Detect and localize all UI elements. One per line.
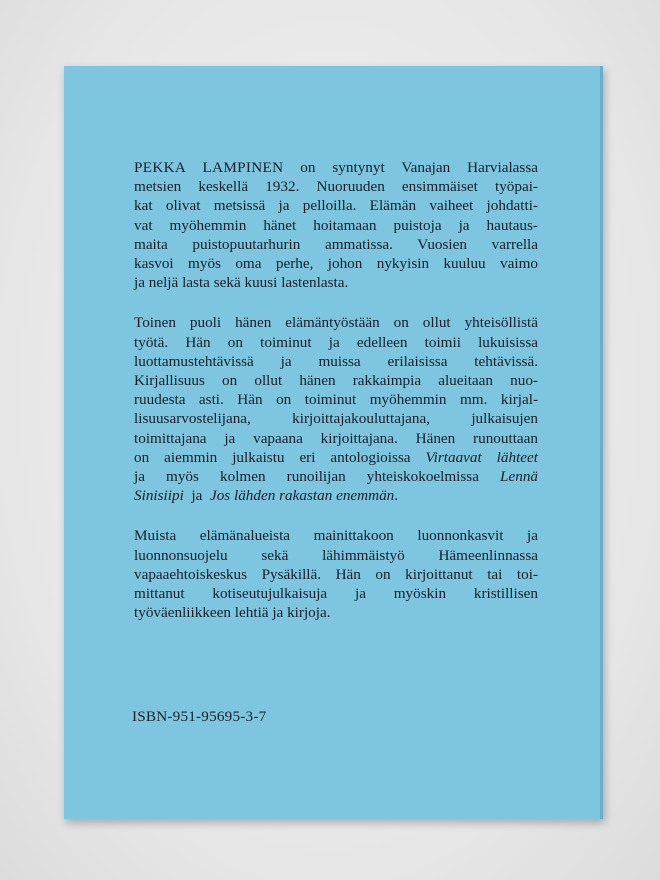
text-line: luonnonsuojelu sekä lähimmäistyö Hämeenlinnassa bbox=[134, 546, 538, 564]
text-line: kasvoi myös oma perhe, johon nykyisin kuuluu vaimo bbox=[134, 255, 538, 273]
text-line: ruudesta asti. Hän on toiminut myöhemmin mm. kirjal- bbox=[134, 391, 538, 409]
collection-title-lenna-sinisiipi: Lennä bbox=[500, 468, 538, 486]
text-line: Toinen puoli hänen elämäntyöstään on ollut yhteisöllistä bbox=[134, 314, 538, 332]
text-line: vapaaehtoiskeskus Pysäkillä. Hän on kirjoittanut tai toi- bbox=[134, 565, 538, 583]
book-spine-edge bbox=[600, 66, 603, 819]
text-line: vat myöhemmin hänet hoitamaan puistoja ja hautaus- bbox=[134, 216, 538, 234]
biography-paragraph-1: PEKKA LAMPINEN on syntynyt Vanajan Harvialassa metsien keskellä 1932. Nuoruuden ensimmäiset työpai- kat olivat metsissä ja pelloilla. Elämän vaiheet johdatti- vat myöhemmin hänet hoitamaan puistoja ja hautaus- maita puistopuutarhurin ammatissa. Vuosien varrella kasvoi myös oma perhe, johon nykyisin kuuluu vaimo ja neljä lasta sekä kuusi lastenlasta. bbox=[134, 159, 538, 292]
text-line: luottamustehtävissä ja muissa erilaisissa tehtävissä. bbox=[134, 352, 538, 370]
text-line: työväenliikkeen lehtiä ja kirjoja. bbox=[134, 604, 331, 622]
biography-paragraph-3 bbox=[134, 526, 538, 622]
text-line: Kirjallisuus on ollut hänen rakkaimpia alueitaan nuo- bbox=[134, 372, 538, 390]
anthology-title-virtaavat-lahteet: Virtaavat lähteet bbox=[425, 448, 538, 466]
text-line: on aiemmin julkaistu eri antologioissa Virtaavat lähteet bbox=[134, 448, 538, 466]
text-line: Muista elämänalueista mainittakoon luonnonkasvit ja bbox=[134, 527, 538, 545]
text-line: toimittajana ja vapaana kirjoittajana. Hänen runouttaan bbox=[134, 429, 538, 447]
text-line: Sinisiipi ja Jos lähden rakastan enemmän. bbox=[134, 487, 399, 505]
text-line: ja myös kolmen runoilijan yhteiskokoelmissa Lennä bbox=[134, 468, 538, 486]
book-back-cover bbox=[64, 66, 603, 819]
text-line: ja neljä lasta sekä kuusi lastenlasta. bbox=[134, 274, 349, 292]
text-line: lisuusarvostelijana, kirjoittajakouluttajana, julkaisujen bbox=[134, 410, 538, 428]
author-name: PEKKA LAMPINEN bbox=[134, 159, 284, 176]
author-biography bbox=[134, 158, 538, 643]
text-line: metsien keskellä 1932. Nuoruuden ensimmäiset työpai- bbox=[134, 178, 538, 196]
biography-paragraph-2 bbox=[134, 313, 538, 505]
collection-title-jos-lahden: Jos lähden rakastan enemmän bbox=[209, 487, 395, 505]
text-line: kat olivat metsissä ja pelloilla. Elämän vaiheet johdatti- bbox=[134, 197, 538, 215]
text-line: mittanut kotiseutujulkaisuja ja myöskin kristillisen bbox=[134, 585, 538, 603]
isbn-number: ISBN-951-95695-3-7 bbox=[132, 708, 267, 725]
text-line: työtä. Hän on toiminut ja edelleen toimii lukuisissa bbox=[134, 333, 538, 351]
text-line: maita puistopuutarhurin ammatissa. Vuosien varrella bbox=[134, 235, 538, 253]
